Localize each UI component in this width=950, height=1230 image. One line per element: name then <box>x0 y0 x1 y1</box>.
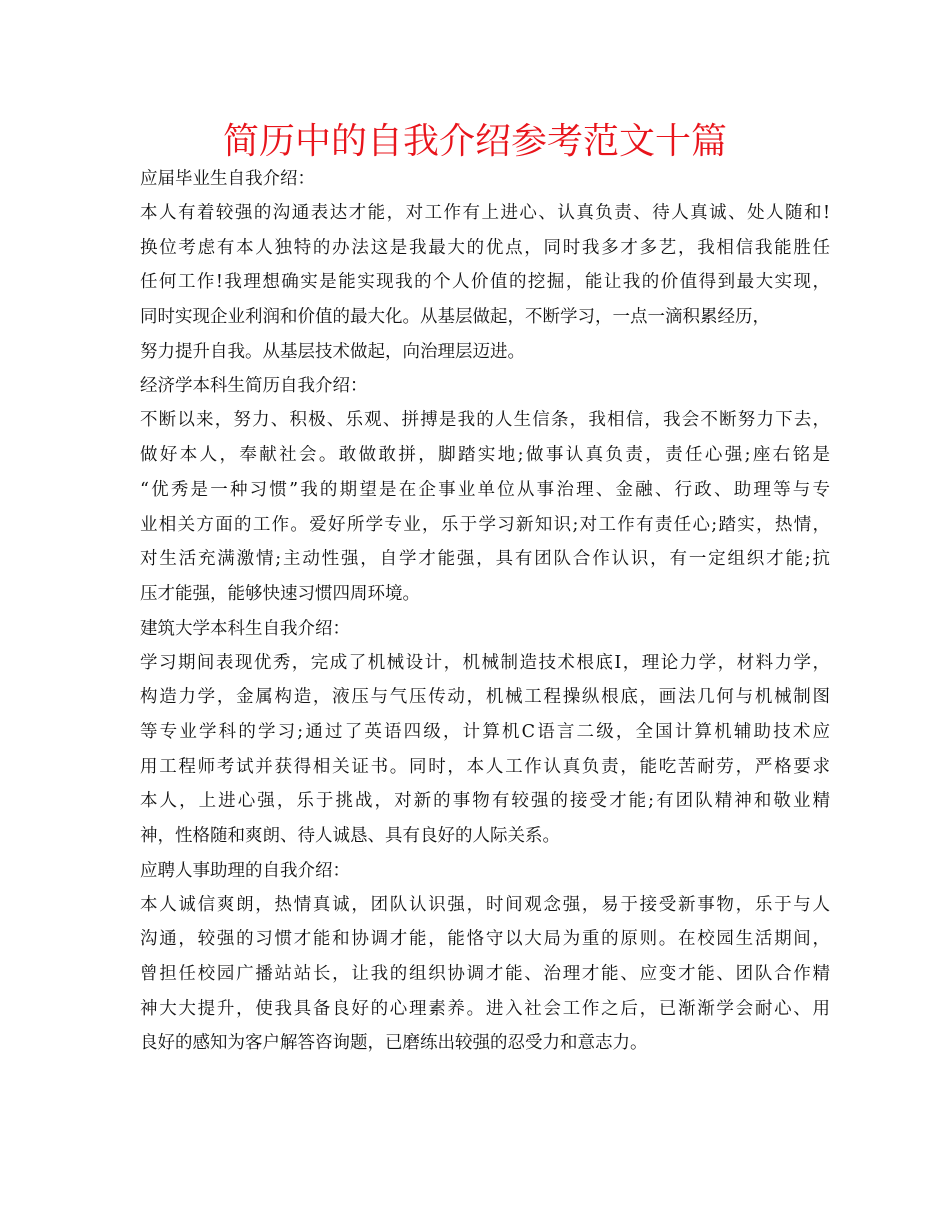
paragraph-line: 本人有着较强的沟通表达才能，对工作有上进心、认真负责、待人真诚、处人随和! <box>140 203 830 223</box>
paragraph-line: 本人诚信爽朗，热情真诚，团队认识强，时间观念强，易于接受新事物，乐于与人 <box>140 894 830 915</box>
paragraph-line: 等专业学科的学习;通过了英语四级，计算机C语言二级，全国计算机辅助技术应 <box>140 721 830 742</box>
paragraph-line: “优秀是一种习惯”我的期望是在企事业单位从事治理、金融、行政、助理等与专 <box>140 479 830 500</box>
paragraph-line: 曾担任校园广播站站长，让我的组织协调才能、治理才能、应变才能、团队合作精 <box>140 964 830 985</box>
section-graduate <box>140 162 830 369</box>
section-architecture <box>140 612 830 854</box>
document-body <box>140 162 830 1061</box>
section-hr-assistant <box>140 854 830 1061</box>
section-paragraph <box>140 403 830 611</box>
section-paragraph <box>140 196 830 369</box>
paragraph-line: 良好的感知为客户解答咨询题，已磨练出较强的忍受力和意志力。 <box>140 1033 648 1054</box>
section-economics <box>140 369 830 611</box>
section-paragraph <box>140 646 830 854</box>
paragraph-line: 任何工作!我理想确实是能实现我的个人价值的挖掘，能让我的价值得到最大实现， <box>140 272 830 293</box>
paragraph-line: 对生活充满激情;主动性强，自学才能强，具有团队合作认识，有一定组织才能;抗 <box>140 549 830 570</box>
paragraph-line: 压才能强，能够快速习惯四周环境。 <box>140 583 420 604</box>
paragraph-line: 本人，上进心强，乐于挑战，对新的事物有较强的接受才能;有团队精神和敬业精 <box>140 791 830 812</box>
paragraph-line: 换位考虑有本人独特的办法这是我最大的优点，同时我多才多艺，我相信我能胜任 <box>140 237 830 258</box>
paragraph-line: 神，性格随和爽朗、待人诚恳、具有良好的人际关系。 <box>140 826 560 846</box>
section-heading: 建筑大学本科生自我介绍： <box>140 618 350 639</box>
paragraph-line: 做好本人，奉献社会。敢做敢拼，脚踏实地;做事认真负责，责任心强;座右铭是 <box>140 445 830 466</box>
paragraph-line: 沟通，较强的习惯才能和协调才能，能恪守以大局为重的原则。在校园生活期间， <box>140 929 830 950</box>
section-heading: 应聘人事助理的自我介绍： <box>140 860 350 881</box>
section-paragraph <box>140 888 830 1061</box>
document-title: 简历中的自我介绍参考范文十篇 <box>222 121 727 162</box>
paragraph-line: 构造力学，金属构造，液压与气压传动，机械工程操纵根底，画法几何与机械制图 <box>140 687 830 708</box>
paragraph-line: 同时实现企业利润和价值的最大化。从基层做起，不断学习，一点一滴积累经历， <box>140 307 770 328</box>
paragraph-line: 业相关方面的工作。爱好所学专业，乐于学习新知识;对工作有责任心;踏实，热情， <box>140 514 830 535</box>
paragraph-line: 努力提升自我。从基层技术做起，向治理层迈进。 <box>140 341 525 362</box>
paragraph-line: 神大大提升，使我具备良好的心理素养。进入社会工作之后，已渐渐学会耐心、用 <box>140 998 830 1019</box>
section-heading: 应届毕业生自我介绍： <box>140 169 315 189</box>
section-heading: 经济学本科生简历自我介绍： <box>140 376 368 397</box>
paragraph-line: 不断以来，努力、积极、乐观、拼搏是我的人生信条，我相信，我会不断努力下去， <box>140 410 830 431</box>
paragraph-line: 学习期间表现优秀，完成了机械设计，机械制造技术根底Ⅰ，理论力学，材料力学， <box>140 652 830 673</box>
paragraph-line: 用工程师考试并获得相关证书。同时，本人工作认真负责，能吃苦耐劳，严格要求 <box>140 756 830 777</box>
